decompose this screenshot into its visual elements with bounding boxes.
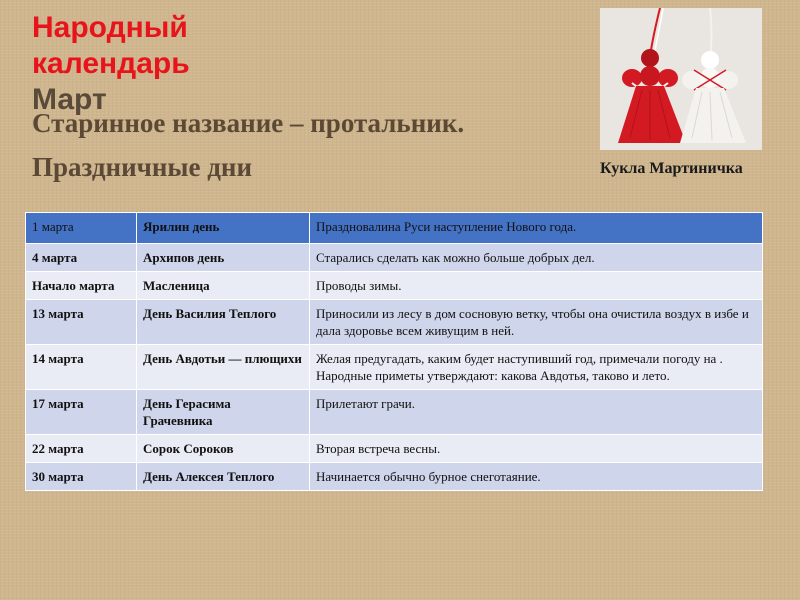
- table-row: [26, 463, 763, 491]
- table-row: [26, 272, 763, 300]
- page-title: [32, 10, 190, 118]
- description-cell: Проводы зимы.: [310, 272, 763, 300]
- holidays-heading: Праздничные дни: [32, 152, 253, 182]
- date-cell: Начало марта: [26, 272, 137, 300]
- holiday-name-cell: Масленица: [137, 272, 310, 300]
- title-line-3: Март: [32, 83, 107, 116]
- martinichka-doll-photo: [600, 8, 762, 150]
- description-cell: Праздновалина Руси наступление Нового года.: [310, 213, 763, 244]
- date-cell: 4 марта: [26, 244, 137, 272]
- holiday-name-cell: День Герасима Грачевника: [137, 390, 310, 435]
- table-row: [26, 300, 763, 345]
- title-line-2: календарь: [32, 47, 190, 80]
- date-cell: 1 марта: [26, 213, 137, 244]
- table-row: [26, 244, 763, 272]
- table-row: [26, 345, 763, 390]
- holiday-name-cell: Архипов день: [137, 244, 310, 272]
- date-cell: 17 марта: [26, 390, 137, 435]
- date-cell: 30 марта: [26, 463, 137, 491]
- table-row: [26, 390, 763, 435]
- description-cell: Старались сделать как можно больше добрых дел.: [310, 244, 763, 272]
- date-cell: 14 марта: [26, 345, 137, 390]
- description-cell: Приносили из лесу в дом сосновую ветку, чтобы она очистила воздух в избе и дала здоровье всем живущим в ней.: [310, 300, 763, 345]
- holiday-name-cell: Сорок Сороков: [137, 435, 310, 463]
- holiday-name-cell: Ярилин день: [137, 213, 310, 244]
- table-row: [26, 213, 763, 244]
- doll-illustration: [600, 8, 762, 150]
- description-cell: Начинается обычно бурное снеготаяние.: [310, 463, 763, 491]
- holiday-name-cell: День Авдотьи — плющихи: [137, 345, 310, 390]
- photo-caption: Кукла Мартиничка: [600, 160, 743, 177]
- description-cell: Желая предугадать, каким будет наступивший год, примечали погоду на . Народные приметы утверждают: какова Авдотья, таково и лето.: [310, 345, 763, 390]
- date-cell: 13 марта: [26, 300, 137, 345]
- holiday-name-cell: День Василия Теплого: [137, 300, 310, 345]
- table-row: [26, 435, 763, 463]
- title-line-1: Народный: [32, 11, 188, 44]
- holiday-name-cell: День Алексея Теплого: [137, 463, 310, 491]
- description-cell: Вторая встреча весны.: [310, 435, 763, 463]
- description-cell: Прилетают грачи.: [310, 390, 763, 435]
- subtitle: Старинное название – протальник.: [32, 108, 465, 138]
- holidays-table: [25, 212, 763, 491]
- date-cell: 22 марта: [26, 435, 137, 463]
